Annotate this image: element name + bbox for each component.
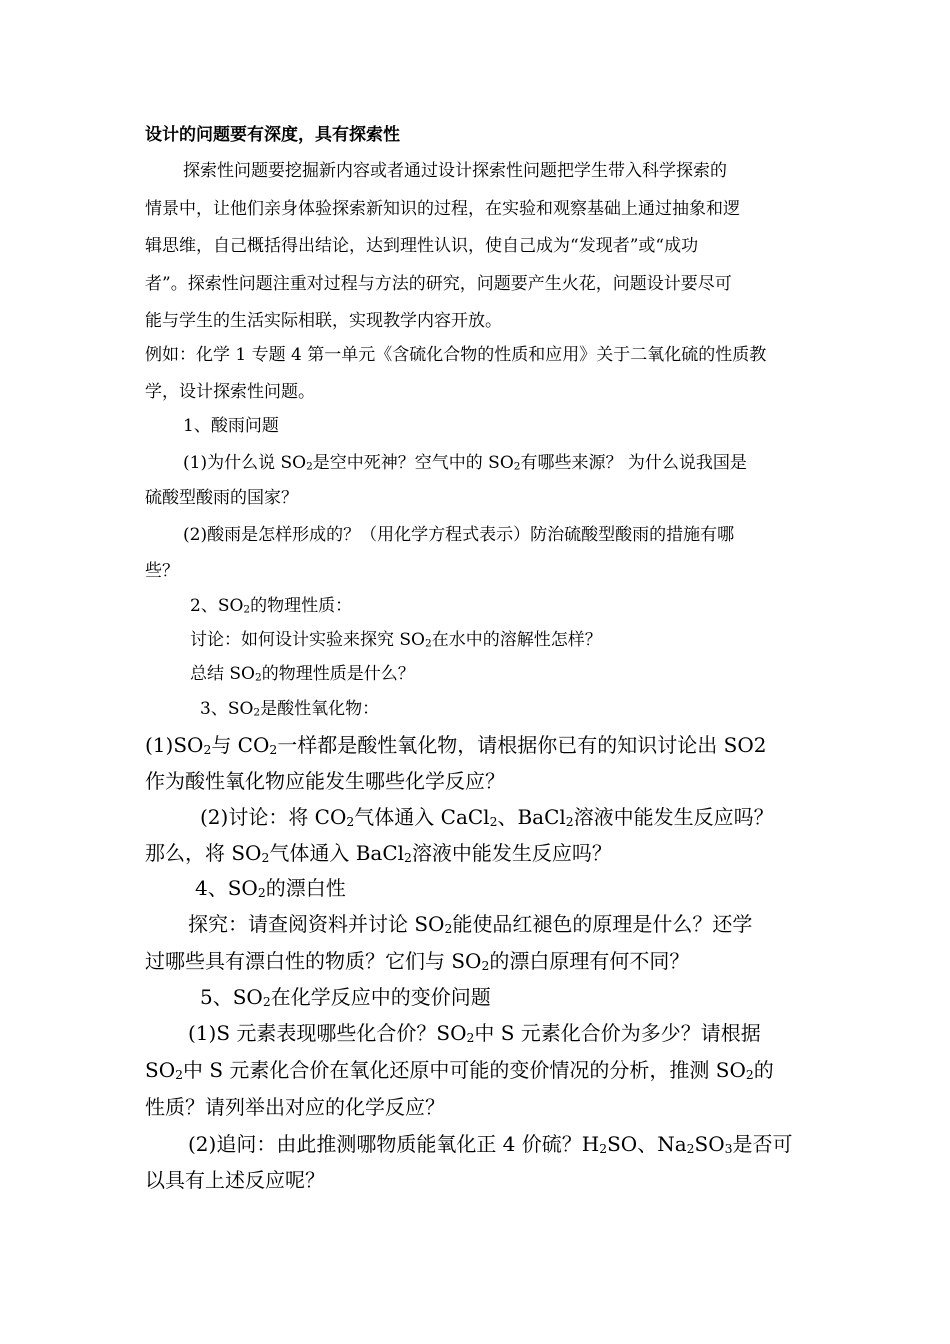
section-5-title: 5、$SO_2$在化学反应中的变价问题 [200,985,491,1009]
intro-line-4: 者”。探索性问题注重对过程与方法的研究，问题要产生火花，问题设计要尽可 [145,274,732,294]
section-5-question-1: (1)S 元素表现哪些化合价？$SO_2$中 S 元素化合价为多少？请根据 [188,1021,761,1045]
section-2-summary: 总结 $SO_2$的物理性质是什么？ [190,664,415,684]
section-2-discussion: 讨论：如何设计实验来探究 $SO_2$在水中的溶解性怎样？ [190,630,602,650]
section-1-question-1: (1)为什么说 $SO_2$是空中死神？空气中的 $SO_2$有哪些来源？ 为什么说我国是 [183,453,747,473]
intro-line-1: 探索性问题要挖掘新内容或者通过设计探索性问题把学生带入科学探索的 [183,161,727,181]
section-5-question-2-cont: 以具有上述反应呢？ [145,1168,325,1192]
section-3-question-2: (2)讨论：将 $CO_2$气体通入 CaCl$_2$、BaCl$_2$溶液中能发生反应吗？ [200,805,774,829]
section-5-question-1-cont-2: 性质？请列举出对应的化学反应？ [145,1095,445,1119]
section-4-title: 4、$SO_2$的漂白性 [195,876,346,900]
section-3-question-1-cont: 作为酸性氧化物应能发生哪些化学反应？ [145,769,505,793]
example-line-2: 学，设计探索性问题。 [145,382,315,402]
section-1-question-2: (2)酸雨是怎样形成的？（用化学方程式表示）防治硫酸型酸雨的措施有哪 [183,525,735,545]
intro-line-3: 辑思维，自己概括得出结论，达到理性认识，使自己成为“发现者”或“成功 [145,236,699,256]
section-1-question-1-cont: 硫酸型酸雨的国家？ [145,488,298,508]
section-heading: 设计的问题要有深度，具有探索性 [145,125,400,145]
section-1-question-2-cont: 些？ [145,561,179,581]
section-3-question-1: $(1)SO_2$与 $CO_2$一样都是酸性氧化物，请根据你已有的知识讨论出 SO2 [145,733,767,757]
section-1-title: 1、酸雨问题 [183,416,279,436]
example-line-1: 例如：化学 1 专题 4 第一单元《含硫化合物的性质和应用》关于二氧化硫的性质教 [145,345,767,365]
intro-line-5: 能与学生的生活实际相联，实现教学内容开放。 [145,311,502,331]
section-4-line-2: 过哪些具有漂白性的物质？它们与 $SO_2$的漂白原理有何不同？ [145,949,690,973]
section-2-title: 2、$SO_2$的物理性质： [190,596,353,616]
section-4-line-1: 探究：请查阅资料并讨论 $SO_2$能使品红褪色的原理是什么？还学 [188,912,753,936]
section-3-title: 3、$SO_2$是酸性氧化物： [200,699,380,719]
section-3-question-2-cont: 那么，将 $SO_2$气体通入 BaCl$_2$溶液中能发生反应吗？ [145,841,612,865]
section-5-question-1-cont: $SO_2$中 S 元素化合价在氧化还原中可能的变价情况的分析，推测 $SO_2$的 [145,1058,774,1082]
section-5-question-2: (2)追问：由此推测哪物质能氧化正 4 价硫？$H_2SO$、$Na_2SO_3$是否可 [188,1132,793,1156]
intro-line-2: 情景中，让他们亲身体验探索新知识的过程，在实验和观察基础上通过抽象和逻 [145,199,740,219]
